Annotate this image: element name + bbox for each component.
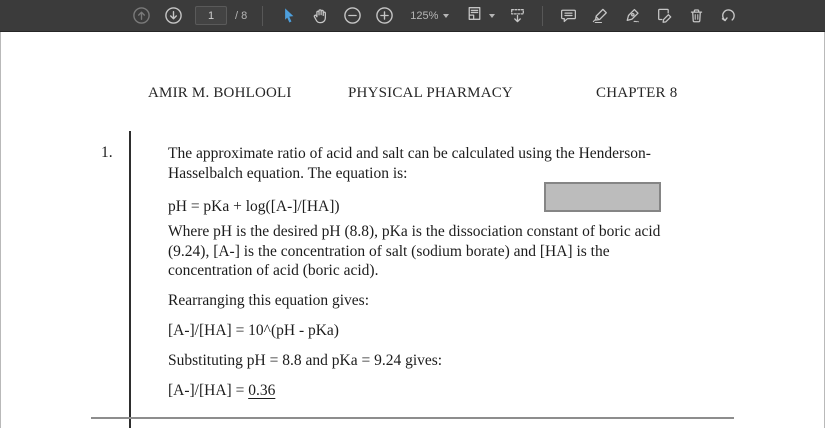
previous-page-button[interactable] <box>131 6 151 26</box>
page-view-dropdown[interactable] <box>465 4 495 28</box>
table-column-divider <box>129 131 131 428</box>
highlight-button[interactable] <box>590 6 610 26</box>
form-text-field[interactable] <box>544 182 661 212</box>
page-number-input[interactable] <box>195 6 227 25</box>
page-total-label: / 8 <box>235 9 248 22</box>
cursor-arrow-icon <box>279 6 298 25</box>
plus-circle-icon <box>375 6 394 25</box>
redo-arrow-icon <box>719 6 738 25</box>
question-number: 1. <box>101 144 113 161</box>
toolbar-separator <box>262 6 263 26</box>
chevron-down-icon <box>489 14 495 18</box>
delete-button[interactable] <box>686 6 706 26</box>
zoom-level-value: 125% <box>410 9 439 22</box>
document-header-chapter: CHAPTER 8 <box>596 85 678 101</box>
redo-button[interactable] <box>718 6 738 26</box>
trash-icon <box>687 6 706 25</box>
arrow-down-circle-icon <box>164 6 183 25</box>
document-header-title: PHYSICAL PHARMACY <box>348 85 513 101</box>
paragraph-intro <box>168 144 651 183</box>
paragraph-rearranging: Rearranging this equation gives: <box>168 292 370 309</box>
table-row-divider <box>91 417 734 419</box>
comment-bubble-icon <box>559 6 578 25</box>
equation-rearranged: [A-]/[HA] = 10^(pH - pKa) <box>168 322 339 339</box>
fountain-pen-icon <box>623 6 642 25</box>
hand-icon <box>311 6 330 25</box>
minus-circle-icon <box>343 6 362 25</box>
hand-tool-button[interactable] <box>310 6 330 26</box>
pdf-toolbar <box>0 0 825 32</box>
chevron-down-icon <box>443 14 449 18</box>
highlighter-icon <box>591 6 610 25</box>
answer-prefix: [A-]/[HA] = <box>168 382 249 399</box>
answer-line <box>168 381 275 401</box>
comment-button[interactable] <box>558 6 578 26</box>
zoom-level-dropdown[interactable] <box>410 10 449 22</box>
edit-page-icon <box>655 6 674 25</box>
answer-value: 0.36 <box>248 382 276 399</box>
paragraph-line: The approximate ratio of acid and salt can be calculated using the Henderson- <box>168 145 651 162</box>
paragraph-line: Hasselbalch equation. The equation is: <box>168 164 408 182</box>
zoom-in-button[interactable] <box>374 6 394 26</box>
paragraph-line: Where pH is the desired pH (8.8), pKa is the dissociation constant of boric acid <box>168 223 661 240</box>
zoom-out-button[interactable] <box>342 6 362 26</box>
toolbar-separator <box>542 6 543 26</box>
fill-and-sign-button[interactable] <box>654 6 674 26</box>
paragraph-definitions <box>168 222 660 281</box>
insert-pages-icon <box>508 6 527 25</box>
ink-signature-button[interactable] <box>622 6 642 26</box>
pdf-page <box>0 32 825 428</box>
next-page-button[interactable] <box>163 6 183 26</box>
insert-pages-button[interactable] <box>507 6 527 26</box>
paragraph-line: (9.24), [A-] is the concentration of salt (sodium borate) and [HA] is the <box>168 242 610 260</box>
paragraph-line: concentration of acid (boric acid). <box>168 262 379 279</box>
select-tool-button[interactable] <box>278 6 298 26</box>
document-header-author: AMIR M. BOHLOOLI <box>148 85 292 101</box>
equation-henderson: pH = pKa + log([A-]/[HA]) <box>168 198 340 215</box>
paragraph-substituting: Substituting pH = 8.8 and pKa = 9.24 gives: <box>168 352 443 369</box>
arrow-up-circle-icon <box>132 6 151 25</box>
page-view-icon <box>465 4 484 28</box>
